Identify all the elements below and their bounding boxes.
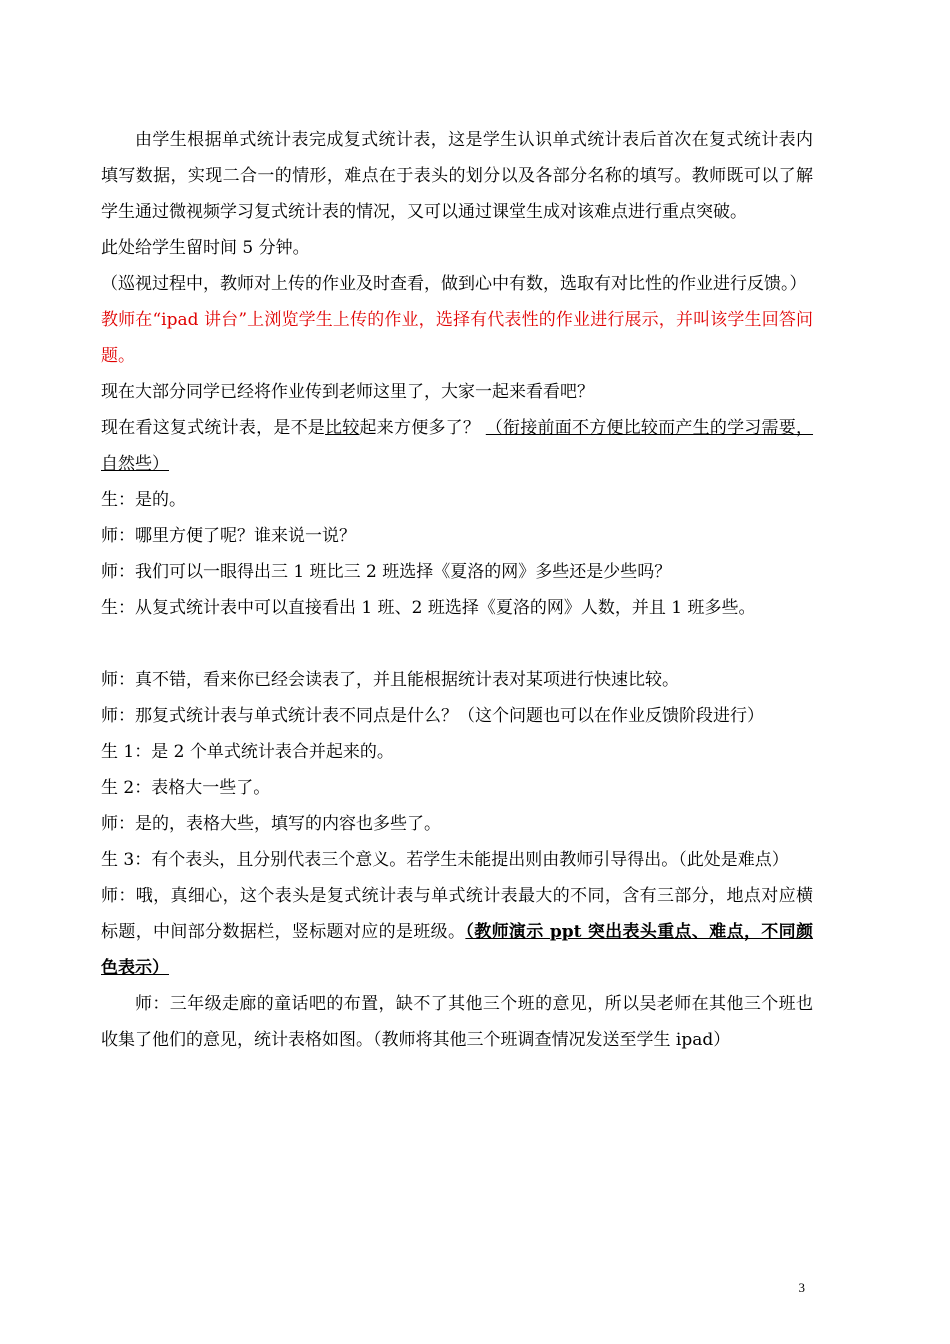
- dialogue-line: 师：那复式统计表与单式统计表不同点是什么？（这个问题也可以在作业反馈阶段进行）: [101, 706, 764, 726]
- paragraph-teacher-line: 现在大部分同学已经将作业传到老师这里了，大家一起来看看吧？: [101, 382, 594, 402]
- text-span: 现在看这复式统计表，是不是: [101, 418, 326, 438]
- paragraph-closing: 师：三年级走廊的童话吧的布置，缺不了其他三个班的意见，所以吴老师在其他三个班也收集了他们的意见，统计表格如图。（教师将其他三个班调查情况发送至学生 ipad）: [101, 994, 813, 1050]
- paragraph-compare-question: [101, 410, 813, 482]
- document-body: [101, 122, 813, 1058]
- bold-underlined-note: （教师演示 ppt 突出表头重点、难点，不同颜色表示）: [101, 922, 814, 978]
- dialogue-line: 生 2：表格大一些了。: [101, 778, 271, 798]
- underlined-word: 比较: [325, 418, 360, 438]
- text-span: 师：哦，真细心，这个表头是复式统计表与单式统计表最大的不同，含有三部分，地点对应横标题，中间部分数据栏，竖标题对应的是班级。: [101, 886, 813, 942]
- dialogue-line: 师：是的，表格大些，填写的内容也多些了。: [101, 814, 441, 834]
- underlined-note: （衔接前面不方便比较而产生的学习需要，自然些）: [101, 418, 814, 474]
- dialogue-line: 师：真不错，看来你已经会读表了，并且能根据统计表对某项进行快速比较。: [101, 670, 679, 690]
- dialogue-line: 师：哪里方便了呢？谁来说一说？: [101, 526, 356, 546]
- text-span: 起来方便多了？: [359, 418, 486, 438]
- page-number: 3: [798, 1280, 805, 1295]
- blank-line: [101, 626, 813, 662]
- paragraph-intro: 由学生根据单式统计表完成复式统计表，这是学生认识单式统计表后首次在复式统计表内填写数据，实现二合一的情形，难点在于表头的划分以及各部分名称的填写。教师既可以了解学生通过微视频学习复式统计表的情况，又可以通过课堂生成对该难点进行重点突破。: [101, 130, 813, 222]
- dialogue-line: 生 1：是 2 个单式统计表合并起来的。: [101, 742, 394, 762]
- paragraph-time-note: 此处给学生留时间 5 分钟。: [101, 238, 310, 258]
- dialogue-line: 师：我们可以一眼得出三 1 班比三 2 班选择《夏洛的网》多些还是少些吗？: [101, 562, 672, 582]
- paragraph-patrol-note: （巡视过程中，教师对上传的作业及时查看，做到心中有数，选取有对比性的作业进行反馈。）: [101, 274, 807, 294]
- dialogue-line: 生 3：有个表头，且分别代表三个意义。若学生未能提出则由教师引导得出。（此处是难点）: [101, 850, 789, 870]
- dialogue-line: 生：是的。: [101, 490, 186, 510]
- dialogue-line-header-explanation: [101, 878, 813, 986]
- dialogue-line: 生：从复式统计表中可以直接看出 1 班、2 班选择《夏洛的网》人数，并且 1 班多些。: [101, 598, 756, 618]
- paragraph-red-instruction: 教师在“ipad 讲台”上浏览学生上传的作业，选择有代表性的作业进行展示，并叫该学生回答问题。: [101, 310, 813, 366]
